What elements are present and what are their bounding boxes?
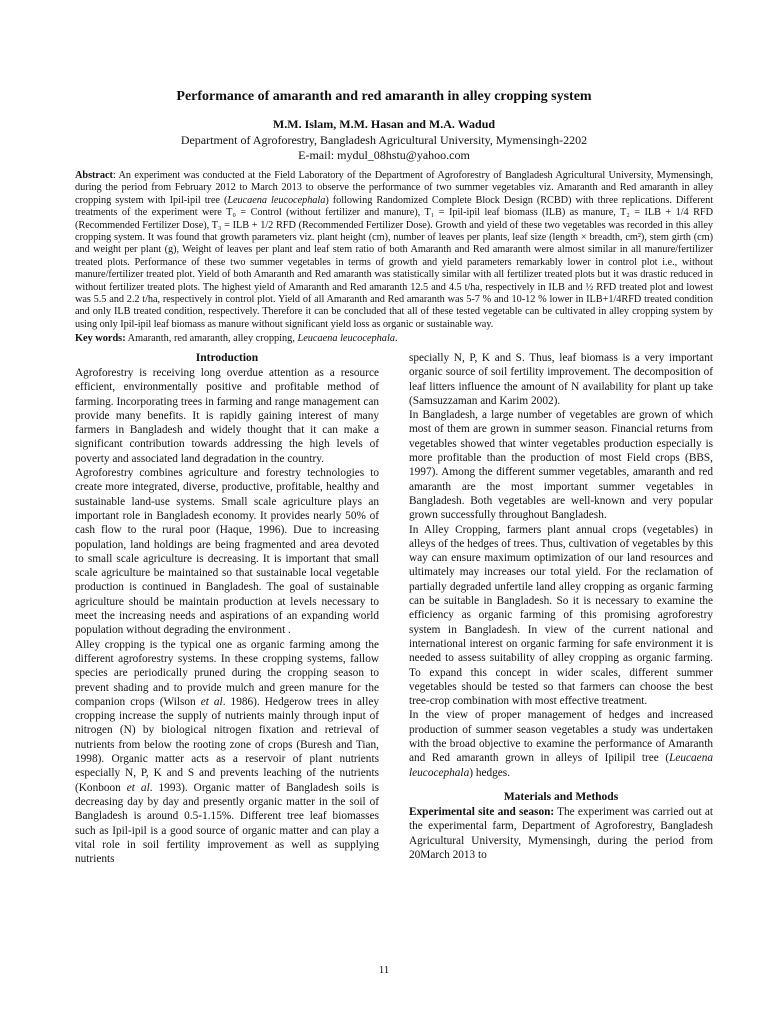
page-number: 11 bbox=[378, 964, 390, 976]
keywords bbox=[75, 332, 713, 345]
abstract-text-2: ) following Randomized Complete Block Design (RCBD) with three replications. Different treatments of the experiment were T₀ = Control (without fertilizer and manure), T₁ = Ipil-ipil leaf biomass (ILB) as manure, T₂ = ILB + 1/4 RFD (Recommended Fertilizer Dose), T₃ = ILB + 1/2 RFD (Recommended Fertilizer Dose). Growth and yield of these two vegetables was recorded in this alley cropping system. It was found that growth parameters viz. plant height (cm), number of leaves per plants, leaf size (length × breadth, cm²), stem girth (cm) and weight per plant (g), Weight of leaves per plant and leaf stem ratio of both Amaranth and Red amaranth were almost similar in all manure/fertilizer treated plots. Performance of these two summer vegetables in terms of growth and yield parameters remarkably lower in control plot i.e., without manure/fertilizer treated plot. Yield of both Amaranth and Red amaranth was statistically similar with all fertilizer treated plots but it was drastic reduced in without fertilizer treated plots. The highest yield of Amaranth and Red amaranth 12.5 and 4.5 t/ha, respectively in ILB and ½ RFD treated plot and lowest was 5.5 and 2.2 t/ha, respectively in control plot. Yield of all Amaranth and Red amaranth was 5-7 % and 10-12 % lower in ILB+1/4RFD treated condition and only ILB treated condition, respectively. Therefore it can be concluded that all of these tested vegetable can be cultivated in alley cropping system by using only Ipil-ipil leaf biomass as manure without significant yield loss as organic or sustainable way. bbox=[75, 194, 714, 330]
author-affiliation: Department of Agroforestry, Bangladesh Agricultural University, Mymensingh-2202 bbox=[180, 133, 588, 147]
keywords-species: Leucaena leucocephala bbox=[297, 333, 395, 344]
intro-p7-part-b: ) hedges. bbox=[469, 766, 511, 779]
abstract bbox=[75, 170, 713, 331]
abstract-text-1: : An experiment was conducted at the Field Laboratory of the Department of Agroforestry of Bangladesh Agricultural University, Mymensingh, during the period from February 2012 to March 2013 to observe the performance of two summer vegetables viz. Amaranth and Red amaranth in alley cropping system with Ipil-ipil tree ( bbox=[75, 170, 713, 206]
methods-paragraph-1 bbox=[409, 805, 713, 862]
methods-site-text: The experiment was carried out at the experimental farm, Department of Agroforestry, Bangladesh Agricultural University, Mymensingh, during the period from 20March 2013 to bbox=[409, 805, 713, 861]
author-email: E-mail: mydul_08hstu@yahoo.com bbox=[298, 148, 470, 162]
intro-paragraph-5: In Bangladesh, a large number of vegetables are grown of which most of them are grown in summer season. Financial returns from vegetables showed that winter vegetables production especially is more profitable than the production of most Field crops (BBS, 1997). Among the different summer vegetables, amaranth and red amaranth are the most important summer vegetables in Bangladesh. Both vegetables are well-known and very popular grown successfully throughout Bangladesh. bbox=[409, 409, 713, 522]
intro-paragraph-4: specially N, P, K and S. Thus, leaf biomass is a very important organic source of soil fertility improvement. The decomposition of leaf litters influence the amount of N availability for plant up take (Samsuzzaman and Karim 2002). bbox=[409, 352, 713, 407]
intro-p3-part-c: . 1993). Organic matter of Bangladesh soils is decreasing day by day and presently organic matter in the soil of Bangladesh is around 0.5-1.15%. Different tree leaf biomasses such as Ipil-ipil is a good source of organic matter and can play a vital role in soil fertility improvement as well as supplying nutrients bbox=[75, 781, 379, 866]
intro-paragraph-6: In Alley Cropping, farmers plant annual crops (vegetables) in alleys of the hedges of trees. Thus, cultivation of vegetables by this way can ensure maximum optimization of our land resources and ultimately may increases our total yield. For the reclamation of partially degraded unfertile land alley cropping as organic farming can be suitable in Bangladesh. So it is necessary to examine the efficiency as organic farming of this promising agroforestry system in Bangladesh. In view of the current national and international interest on organic farming for safe environment it is needed to assess suitability of alley cropping as organic farming. To expand this concept in wider scales, different summer vegetables should be tested so that farmers can choose the best tree-crop combination with most effective treatment. bbox=[409, 523, 713, 708]
methods-site-label: Experimental site and season: bbox=[409, 805, 555, 818]
abstract-label: Abstract bbox=[75, 170, 113, 181]
intro-paragraph-7 bbox=[409, 708, 713, 779]
keywords-label: Key words: bbox=[75, 333, 126, 344]
introduction-heading: Introduction bbox=[195, 352, 259, 364]
paper-authors: M.M. Islam, M.M. Hasan and M.A. Wadud bbox=[272, 117, 496, 131]
abstract-species: Leucaena leucocephala bbox=[227, 194, 326, 206]
intro-p3-etal-1: et al bbox=[200, 695, 223, 708]
left-column bbox=[75, 351, 379, 866]
intro-p3-part-a: Alley cropping is the typical one as organic farming among the different agroforestry systems. In these cropping systems, fallow species are periodically pruned during the cropping season to prevent shading and to provide mulch and green manure for the companion crops (Wilson bbox=[75, 638, 379, 708]
intro-paragraph-1: Agroforestry is receiving long overdue attention as a resource efficient, environmentally positive and profitable method of farming. Incorporating trees in farming and range management can provide many benefits. It is rapidly gaining interest of many farmers in Bangladesh and widely thought that it can make a significant contribution towards addressing the high levels of poverty and associated land degradation in the country. bbox=[75, 367, 379, 465]
intro-p7-species: Leucaena leucocephala bbox=[409, 752, 713, 779]
section-spacer bbox=[409, 780, 713, 790]
intro-paragraph-2: Agroforestry combines agriculture and forestry technologies to create more integrated, diverse, productive, profitable, healthy and sustainable land-use systems. Small scale agriculture plays an important role in Bangladesh economy. It provides nearly 50% of cash flow to the rural poor (Haque, 1996). Due to increasing population, land holdings are being fragmented and area devoted to small scale agriculture is decreasing. It is important that small scale agriculture be maintained so that sustainable local vegetable production is continued in Bangladesh. The goal of sustainable agriculture should be maintain production at levels necessary to meet the increasing needs and aspirations of an expanding world population without degrading the environment . bbox=[75, 467, 379, 637]
intro-p3-etal-2: et al bbox=[126, 781, 150, 794]
paper-title: Performance of amaranth and red amaranth in alley cropping system bbox=[176, 89, 592, 104]
intro-p7-part-a: In the view of proper management of hedges and increased production of summer season vegetables a study was undertaken with the broad objective to examine the performance of Amaranth and Red amaranth grown in alleys of Ipilipil tree ( bbox=[409, 709, 713, 765]
methods-heading: Materials and Methods bbox=[503, 790, 619, 803]
right-column bbox=[409, 351, 713, 862]
intro-paragraph-3 bbox=[75, 638, 379, 867]
intro-p3-part-b: . 1986). Hedgerow trees in alley cropping increase the supply of nutrients mainly through input of nitrogen (N) by biological nitrogen fixation and retrieval of nutrients from below the rooting zone of crops (Buresh and Tian, 1998). Organic matter acts as a reservoir of plant nutrients especially N, P, K and S and prevents leaching of the nutrients (Konboon bbox=[75, 695, 379, 794]
keywords-end: . bbox=[394, 333, 398, 344]
keywords-text: Amaranth, red amaranth, alley cropping, bbox=[125, 333, 298, 344]
